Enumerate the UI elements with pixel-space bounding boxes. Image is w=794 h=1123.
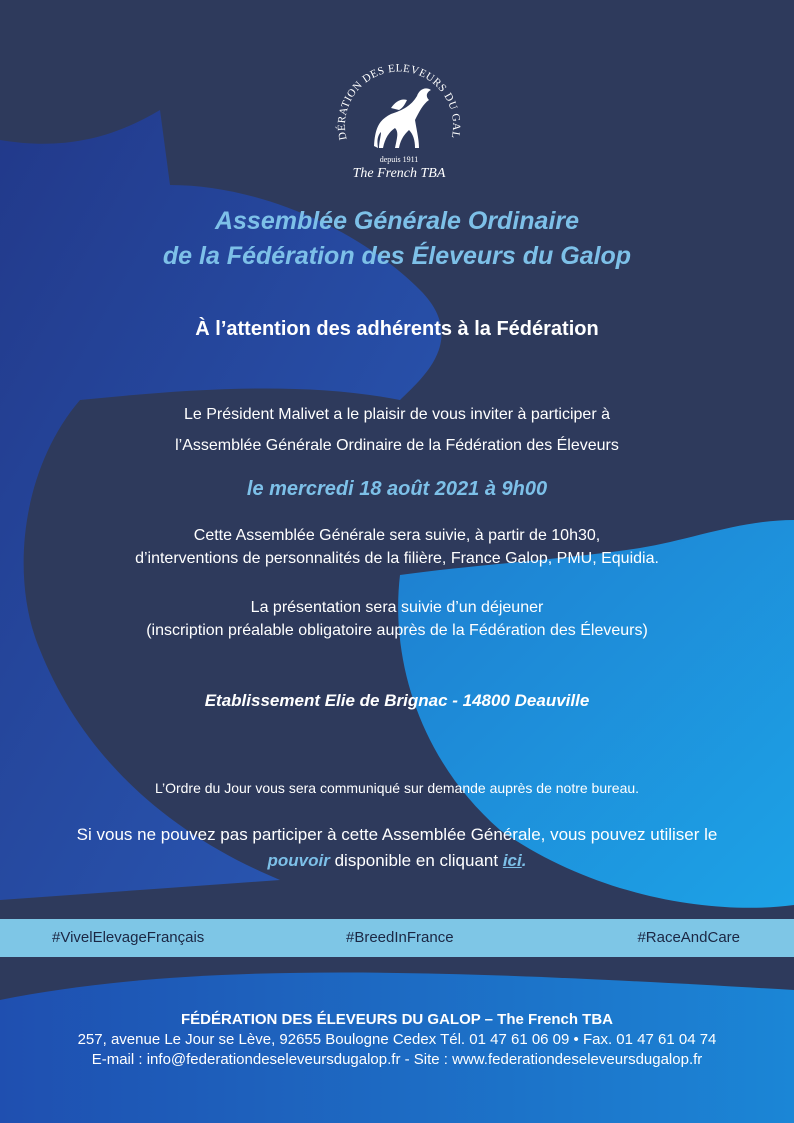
footer <box>0 1010 794 1070</box>
followup-line-2: d’interventions de personnalités de la filière, France Galop, PMU, Equidia. <box>135 550 659 567</box>
lunch-text <box>0 596 794 642</box>
footer-address: 257, avenue Le Jour se Lève, 92655 Boulogne Cedex Tél. 01 47 61 06 09 • Fax. 01 47 61 04 74 <box>77 1031 717 1048</box>
proxy-end: . <box>521 851 527 870</box>
horses-logo-icon <box>319 48 479 188</box>
title-line-1: Assemblée Générale Ordinaire <box>214 207 580 235</box>
hashtag-bar <box>0 919 794 957</box>
attention-heading: À l’attention des adhérents à la Fédération <box>195 318 599 340</box>
proxy-middle: disponible en cliquant <box>329 851 503 870</box>
page-title <box>0 204 794 274</box>
logo-ring-text: DÉRATION DES ELEVEURS DU GAL <box>335 62 463 141</box>
invitation-line-1: Le Président Malivet a le plaisir de vous inviter à participer à <box>184 406 610 423</box>
logo-since: depuis 1911 <box>379 155 419 164</box>
invitation-text <box>0 403 794 457</box>
hashtag-1: #VivelElevageFrançais <box>52 929 205 946</box>
followup-line-1: Cette Assemblée Générale sera suivie, à partir de 10h30, <box>193 527 601 544</box>
event-date: le mercredi 18 août 2021 à 9h00 <box>246 478 548 500</box>
lunch-line-1: La présentation sera suivie d’un déjeuner <box>250 599 544 616</box>
title-line-2: de la Fédération des Éleveurs du Galop <box>162 242 632 270</box>
hashtag-2: #BreedInFrance <box>346 929 454 946</box>
footer-contact: E-mail : info@federationdeseleveursdugalop.fr - Site : www.federationdeseleveursdugalop.fr <box>91 1051 703 1068</box>
horse-silhouette <box>374 88 431 148</box>
federation-logo <box>319 48 479 188</box>
proxy-text <box>0 822 794 874</box>
invitation-line-2: l’Assemblée Générale Ordinaire de la Fédération des Éleveurs <box>175 437 619 454</box>
followup-text <box>0 524 794 570</box>
venue: Etablissement Elie de Brignac - 14800 Deauville <box>204 691 590 710</box>
footer-org: FÉDÉRATION DES ÉLEVEURS DU GALOP – The French TBA <box>181 1011 613 1028</box>
proxy-line-1: Si vous ne pouvez pas participer à cette Assemblée Générale, vous pouvez utiliser le <box>76 825 718 844</box>
pouvoir-link[interactable]: pouvoir <box>267 851 330 870</box>
proxy-line-2 <box>0 848 794 874</box>
hashtag-3: #RaceAndCare <box>637 929 740 946</box>
logo-subtitle: The French TBA <box>352 166 446 181</box>
agenda-note: L’Ordre du Jour vous sera communiqué sur demande auprès de notre bureau. <box>154 780 640 796</box>
lunch-line-2: (inscription préalable obligatoire auprès de la Fédération des Éleveurs) <box>146 622 648 639</box>
ici-link[interactable]: ici <box>502 851 522 870</box>
